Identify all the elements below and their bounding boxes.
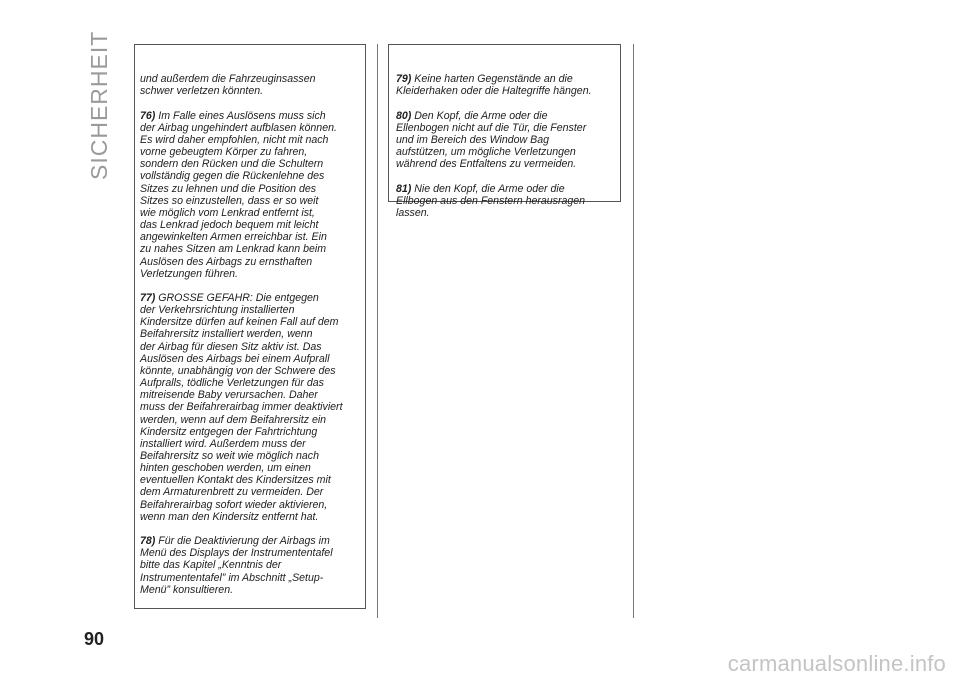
item-number: 81) <box>396 182 412 195</box>
intro-paragraph: und außerdem die Fahrzeuginsassen schwer verletzen könnten. <box>140 73 316 98</box>
warning-text-left <box>140 61 364 608</box>
item-text: Keine harten Gegenstände an die Kleiderhaken oder die Haltegriffe hängen. <box>396 73 592 98</box>
watermark: carmanualsonline.info <box>727 651 946 676</box>
item-number: 78) <box>140 535 156 548</box>
item-text: Den Kopf, die Arme oder die Ellenbogen nicht auf die Tür, die Fenster und im Bereich des Window Bag aufstützen, um mögliche Verletzungen während des Entfaltens zu vermeiden. <box>396 109 587 171</box>
item-number: 80) <box>396 109 412 122</box>
item-text: GROSSE GEFAHR: Die entgegen der Verkehrsrichtung installierten Kindersitze dürfen auf keinen Fall auf dem Beifahrersitz installiert werden, wenn der Airbag für diesen Sitz aktiv ist. Das Auslösen des Airbags bei einem Aufprall könnte, unabhängig von der Schwere des Aufpralls, tödliche Verletzungen für das mitreisende Baby verursachen. Daher muss der Beifahrerairbag immer deaktiviert werden, wenn auf dem Beifahrersitz ein Kindersitz entgegen der Fahrtrichtung installiert wird. Außerdem muss der Beifahrersitz so weit wie möglich nach hinten geschoben werden, um einen eventuellen Kontakt des Kindersitzes mit dem Armaturenbrett zu vermeiden. Der Beifahrerairbag sofort wieder aktivieren, wenn man den Kindersitz entfernt hat. <box>140 291 343 523</box>
warning-item-81 <box>396 183 618 219</box>
column-divider-left <box>377 44 378 618</box>
item-number: 79) <box>396 73 412 86</box>
item-text: Nie den Kopf, die Arme oder die Ellbogen aus den Fenstern herausragen lassen. <box>396 182 586 219</box>
item-number: 77) <box>140 291 156 304</box>
warning-item-80 <box>396 110 618 171</box>
warning-item-77 <box>140 292 364 523</box>
column-divider-right <box>633 44 634 618</box>
warning-text-right <box>396 61 618 231</box>
warning-item-79 <box>396 73 618 97</box>
section-title: SICHERHEIT <box>86 30 112 180</box>
warning-item-76 <box>140 110 364 280</box>
warning-item-78 <box>140 535 364 596</box>
item-number: 76) <box>140 109 156 122</box>
item-text: Im Falle eines Auslösens muss sich der Airbag ungehindert aufblasen können. Es wird daher empfohlen, nicht mit nach vorne gebeugtem Körper zu fahren, sondern den Rücken und die Schultern vollständig gegen die Rückenlehne des Sitzes zu lehnen und die Position des Sitzes so einzustellen, dass er so weit wie möglich vom Lenkrad entfernt ist, das Lenkrad jedoch bequem mit leicht angewinkelten Armen erreichbar ist. Ein zu nahes Sitzen am Lenkrad kann beim Auslösen des Airbags zu ernsthaften Verletzungen führen. <box>140 109 337 280</box>
item-text: Für die Deaktivierung der Airbags im Menü des Displays der Instrumententafel bitte das Kapitel „Kenntnis der Instrumententafel” im Abschnitt „Setup- Menü” konsultieren. <box>140 535 333 596</box>
page-number: 90 <box>84 629 105 649</box>
